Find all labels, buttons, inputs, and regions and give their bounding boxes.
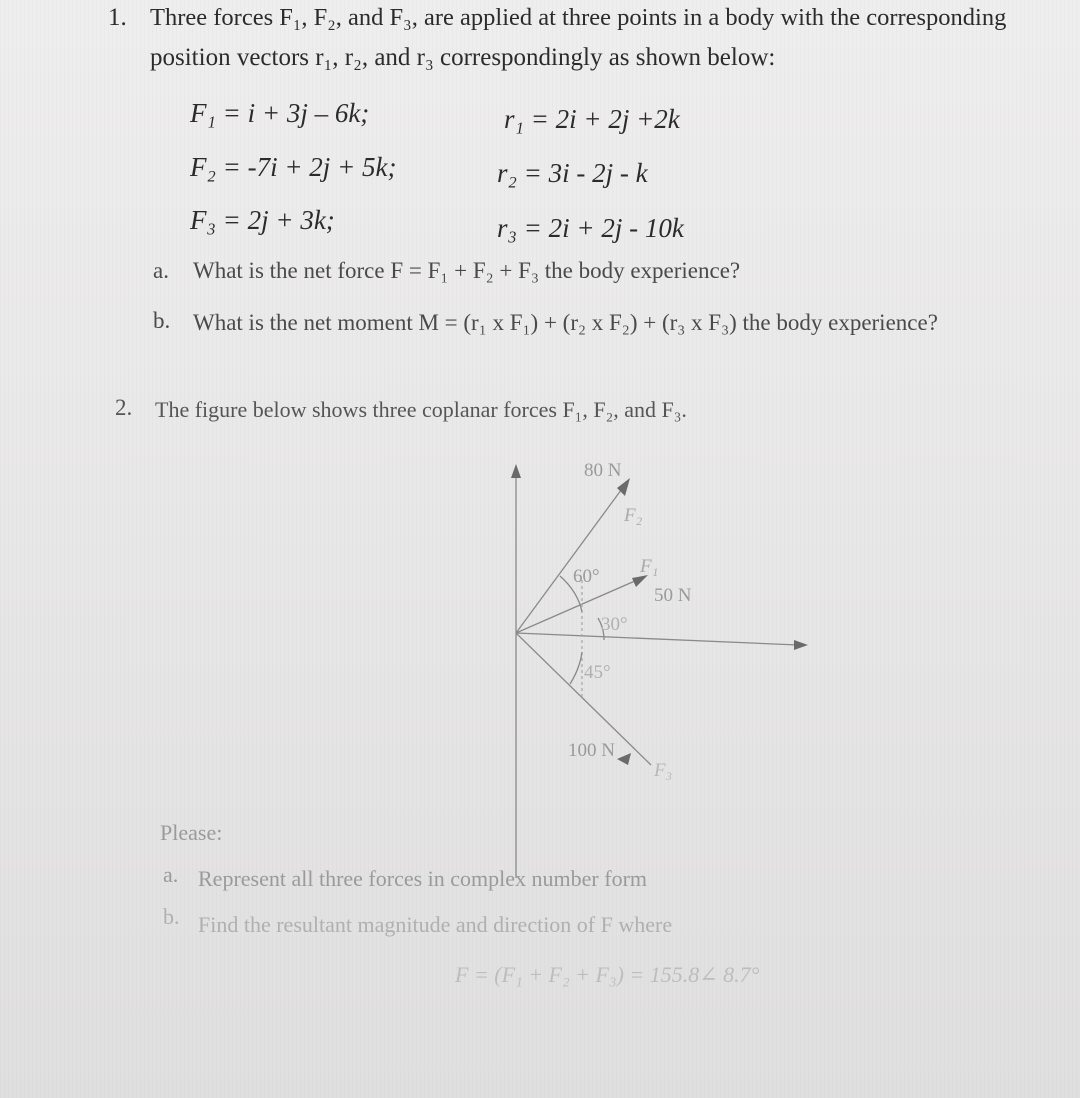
y-axis-arrow [511,464,521,478]
q1-line1: Three forces F₁, F₂, and F₃, are applied at three points in a body with the corresponding [150,4,1007,31]
q1-number: 1. [108,4,127,31]
angle-arc-45 [570,652,582,684]
r2-equation: r₂ = 3i - 2j - k [497,158,648,188]
resultant-formula: F = (F₁ + F₂ + F₃) = 155.8∠ 8.7° [455,962,760,987]
q1-part-a-label: a. [153,258,169,283]
q1-line2: position vectors r₁, r₂, and r₃ correspondingly as shown below: [150,44,776,71]
f1-label: F₁ [640,556,659,577]
q1-part-a-text: What is the net force F = F₁ + F₂ + F₃ the body experience? [193,258,741,283]
q2-text: The figure below shows three coplanar forces F₁, F₂, and F₃. [155,397,687,422]
x-axis-arrow [794,640,808,650]
q2-part-a-text: Represent all three forces in complex number form [198,866,648,891]
x-axis [516,633,798,645]
f3-magnitude-label: 100 N [568,740,615,761]
f1-equation: F₁ = i + 3j – 6k; [190,98,370,128]
f2-line [516,482,627,633]
f3-label: F₃ [654,760,673,781]
q1-part-b-text: What is the net moment M = (r₁ x F₁) + (r₂ x F₂) + (r₃ x F₃) the body experience? [193,310,938,335]
r1-equation: r₁ = 2i + 2j +2k [504,104,680,134]
f1-magnitude-label: 50 N [654,585,692,606]
f2-magnitude-label: 80 N [584,460,622,481]
q2-number: 2. [115,395,133,420]
f3-equation: F₃ = 2j + 3k; [190,205,335,235]
q2-part-b-text: Find the resultant magnitude and direction of F where [198,912,673,937]
angle-60-label: 60° [573,566,600,587]
angle-45-label: 45° [584,662,611,683]
please-label: Please: [160,820,223,845]
f2-label: F₂ [624,505,643,526]
f2-equation: F₂ = -7i + 2j + 5k; [190,152,397,182]
q2-part-a-label: a. [163,862,179,887]
q1-part-b-label: b. [153,308,171,333]
angle-30-label: 30° [601,614,628,635]
q2-part-b-label: b. [163,904,180,929]
f3-arrow [617,753,631,765]
r3-equation: r₃ = 2i + 2j - 10k [497,213,684,243]
